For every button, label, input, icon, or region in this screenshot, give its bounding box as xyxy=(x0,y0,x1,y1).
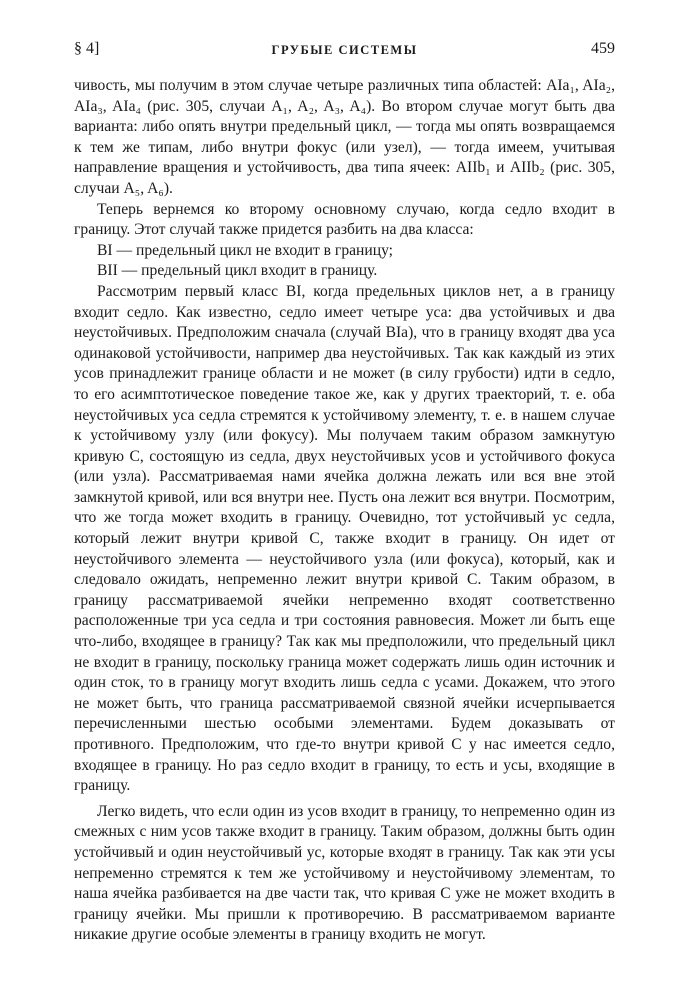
section-number: § 4] xyxy=(74,40,100,57)
class-bi-definition: BI — предельный цикл не входит в границу; xyxy=(97,241,394,259)
body-text xyxy=(74,76,615,946)
paragraph-continuation: чивость, мы получим в этом случае четыре различных типа областей: AIa₁, AIa₂, AIa₃, AIa₄ (рис. 305, случаи A₁, A₂, A₃, A₄). Во втором случае могут быть два варианта: либо опять внутри предельный цикл, — тогда мы опять возвращаемся к тем же типам, либо внутри фокус (или узел), — тогда имеем, учитывая направление вращения и устойчивость, два типа ячеек: AIIb₁ и AIIb₂ (рис. 305, случаи A₅, A₆). xyxy=(74,77,615,197)
page-number: 459 xyxy=(591,40,615,57)
paragraph-second-case: Теперь вернемся ко второму основному случаю, когда седло входит в границу. Этот случай также придется разбить на два класса: xyxy=(74,200,615,239)
running-header xyxy=(74,40,615,66)
page xyxy=(74,40,615,946)
paragraph-class-bi: Рассмотрим первый класс BI, когда предельных циклов нет, а в границу входит седло. Как известно, седло имеет четыре уса: два устойчивых и два неустойчивых. Предположим сначала (случай BIa), что в границу входят два уса одинаковой устойчивости, например два неустойчивых. Так как каждый из этих усов принадлежит границе области и не может (в силу грубости) идти в седло, то его асимптотическое поведение такое же, как у других траекторий, т. е. оба неустойчивых уса седла стремятся к устойчивому элементу, т. е. в нашем случае к устойчивому узлу (или фокусу). Мы получаем таким образом замкнутую кривую C, состоящую из седла, двух неустойчивых усов и устойчивого фокуса (или узла). Рассматриваемая нами ячейка должна лежать или вся вне этой замкнутой кривой, или вся внутри нее. Пусть она лежит вся внутри. Посмотрим, что же тогда может входить в границу. Очевидно, тот устойчивый ус седла, который лежит внутри кривой C, также входит в границу. Он идет от неустойчивого элемента — неустойчивого узла (или фокуса), который, как и следовало ожидать, непременно лежит внутри кривой C. Таким образом, в границу рассматриваемой ячейки непременно входят соответственно расположенные три уса седла и три состояния равновесия. Может ли быть еще что-либо, входящее в границу? Так как мы предположили, что предельный цикл не входит в границу, поскольку граница может содержать лишь один источник и один сток, то в границу могут входить лишь седла с усами. Докажем, что этого не может быть, что граница рассматриваемой связной ячейки исчерпывается перечисленными шестью особыми элементами. Будем доказывать от противного. Предположим, что где-то внутри кривой C у нас имеется седло, входящее в границу. Но раз седло входит в границу, то есть и усы, входящие в границу. xyxy=(74,282,615,795)
running-title: ГРУБЫЕ СИСТЕМЫ xyxy=(271,43,418,57)
paragraph-adjacent-whiskers: Легко видеть, что если один из усов входит в границу, то непременно один из смежных с ним усов также входит в границу. Таким образом, должны быть один устойчивый и один неустойчивый ус, которые входят в границу. Так как эти усы непременно стремятся к тем же устойчивому и неустойчивому элементам, то наша ячейка разбивается на две части так, что кривая C уже не может входить в границу ячейки. Мы пришли к противоречию. В рассматриваемом варианте никакие другие особые элементы в границу входить не могут. xyxy=(74,802,615,944)
class-bii-definition: BII — предельный цикл входит в границу. xyxy=(97,262,378,280)
